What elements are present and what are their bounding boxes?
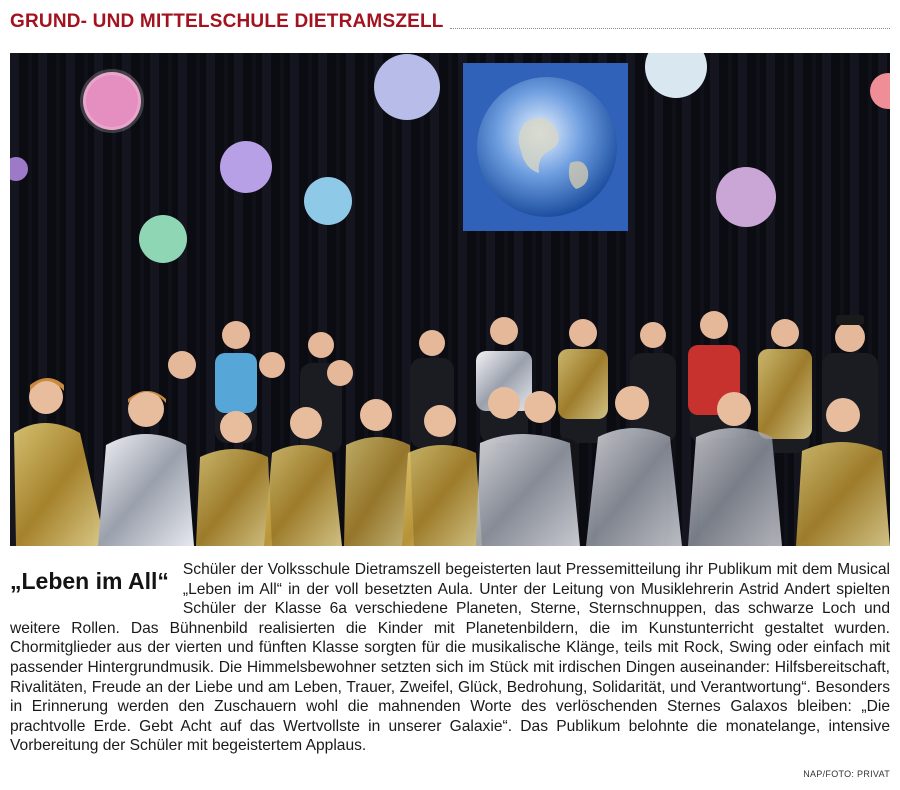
earth-poster <box>463 63 628 231</box>
article-body <box>10 560 890 756</box>
section-title: GRUND- UND MITTELSCHULE DIETRAMSZELL <box>10 11 444 32</box>
article-text: Schüler der Volksschule Dietramszell begeisterten laut Pressemitteilung ihr Publikum mit dem Musical „Leben im All“ in der voll besetzten Aula. Unter der Leitung von Musiklehrerin Astrid Andert spielten Schüler der Klasse 6a verschiedene Planeten, Sterne, Sternschnuppen, das schwarze Loch und weitere Rollen. Das Bühnenbild realisierten die Kinder mit Planetenbildern, die im Kunstunterricht gestaltet wurden. Chormitglieder aus der vierten und fünften Klasse sorgten für die musikalische Klänge, teils mit Rock, Swing oder einfach mit passender Hintergrundmusik. Die Himmelsbewohner setzten sich im Stück mit irdischen Dingen auseinander: Hilfsbereitschaft, Rivalitäten, Freude an der Liebe und am Leben, Trauer, Zweifel, Glück, Bedrohung, Solidarität, und Verantwortung“. Besonders in Erinnerung werden den Zuschauern wohl die mahnenden Worte des verlöschenden Sternes Galaxos bleiben: „Die prachtvolle Erde. Gebt Acht auf das Wertvollste in unserer Galaxie“. Das Publikum belohnte die monatelange, intensive Vorbereitung der Schüler mit begeistertem Applaus. <box>10 561 890 755</box>
page-header <box>10 8 890 36</box>
dotted-rule <box>450 28 890 29</box>
article-headline: „Leben im All“ <box>10 568 169 594</box>
stage-photo-illustration <box>10 53 890 546</box>
stage-photo <box>10 53 890 546</box>
photo-credit: NAP/FOTO: PRIVAT <box>803 769 890 779</box>
